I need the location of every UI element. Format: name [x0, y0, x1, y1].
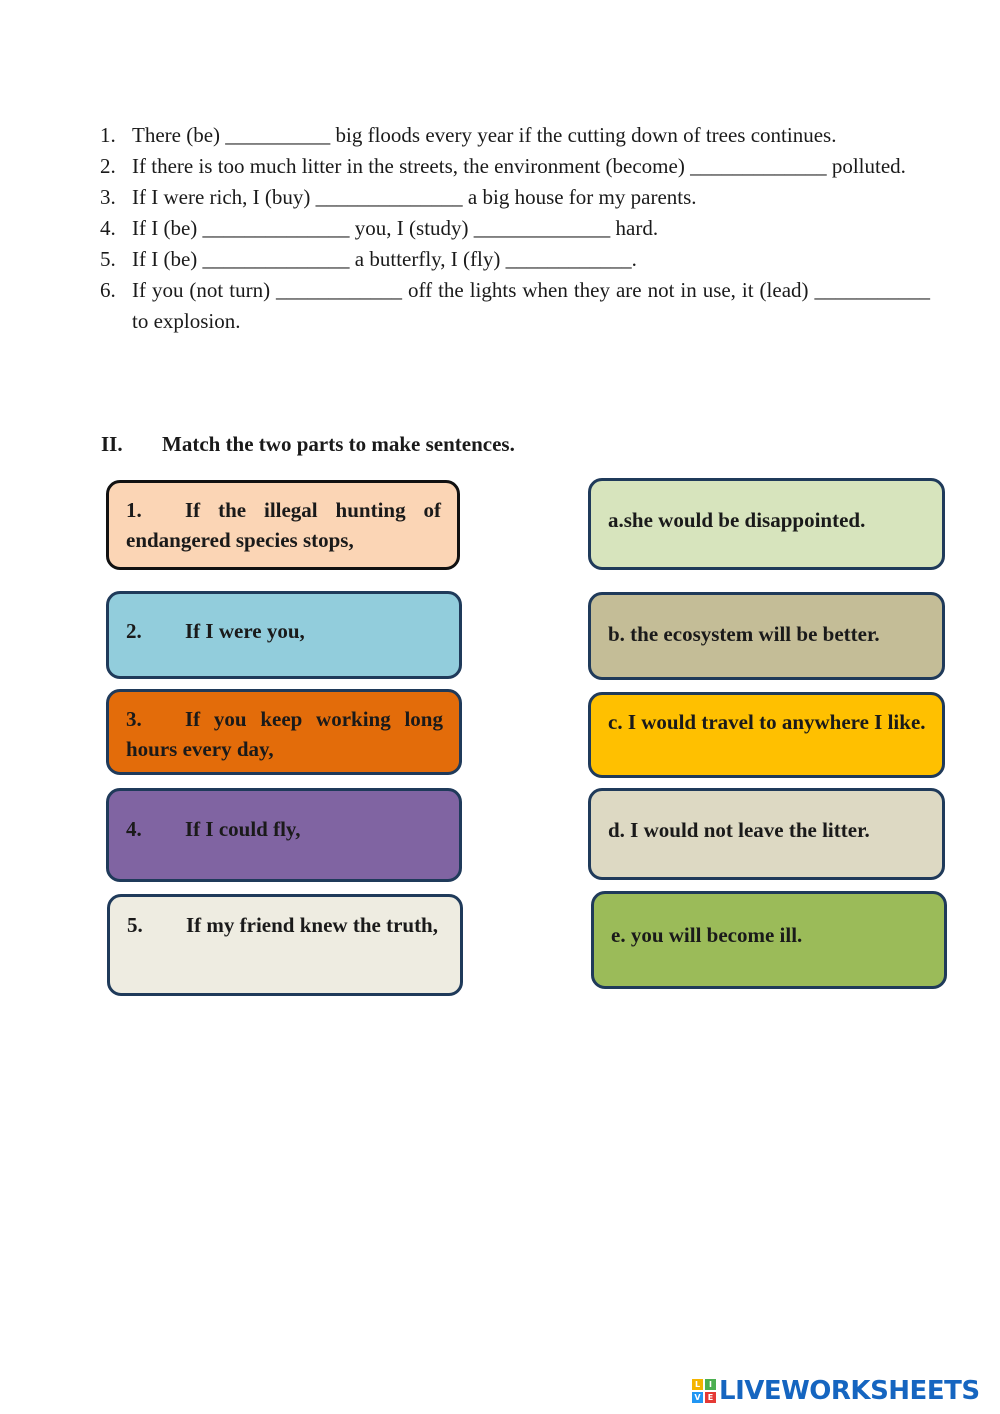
match-right-box-c[interactable] — [588, 692, 945, 778]
exercise-item — [100, 182, 930, 213]
section-numeral: II. — [101, 432, 123, 456]
section-two-heading — [101, 432, 515, 457]
liveworksheets-logo[interactable] — [692, 1376, 980, 1406]
exercise-item-number: 1. — [100, 123, 116, 147]
exercise-item — [100, 213, 930, 244]
exercise-item-text: There (be) __________ big floods every year if the cutting down of trees continues. — [132, 123, 837, 147]
match-right-box-e[interactable] — [591, 891, 947, 989]
match-left-text: If the illegal hunting of endangered species stops, — [126, 498, 441, 552]
match-left-box-5[interactable] — [107, 894, 463, 996]
match-left-box-4[interactable] — [106, 788, 462, 882]
exercise-item — [100, 275, 930, 337]
match-left-box-3[interactable] — [106, 689, 462, 775]
logo-grid-icon: L I V E — [692, 1379, 716, 1403]
exercise-item-number: 4. — [100, 216, 116, 240]
match-left-number: 3. — [126, 707, 142, 731]
match-right-box-d[interactable] — [588, 788, 945, 880]
logo-text: LIVEWORKSHEETS — [719, 1376, 980, 1406]
match-right-text: c. I would travel to anywhere I like. — [608, 710, 926, 734]
exercise-item-number: 6. — [100, 278, 116, 302]
match-right-text: d. I would not leave the litter. — [608, 818, 870, 842]
match-right-text: e. you will become ill. — [611, 923, 803, 947]
exercise-item-text: If I (be) ______________ a butterfly, I (fly) ____________. — [132, 247, 637, 271]
exercise-item-text: If there is too much litter in the streets, the environment (become) _____________ polluted. — [132, 154, 906, 178]
match-left-box-1[interactable] — [106, 480, 460, 570]
exercise-item-number: 3. — [100, 185, 116, 209]
match-right-text: b. the ecosystem will be better. — [608, 622, 880, 646]
exercise-item-number: 5. — [100, 247, 116, 271]
exercise-item — [100, 120, 930, 151]
exercise-item-number: 2. — [100, 154, 116, 178]
exercise-one-list — [100, 120, 930, 337]
section-title: Match the two parts to make sentences. — [162, 432, 515, 456]
match-right-box-b[interactable] — [588, 592, 945, 680]
match-left-number: 5. — [127, 913, 143, 937]
match-left-text: If my friend knew the truth, — [186, 913, 438, 937]
match-left-number: 4. — [126, 817, 142, 841]
match-left-number: 1. — [126, 498, 142, 522]
exercise-item-text: If I were rich, I (buy) ______________ a big house for my parents. — [132, 185, 697, 209]
match-left-box-2[interactable] — [106, 591, 462, 679]
match-right-text: a.she would be disappointed. — [608, 508, 866, 532]
exercise-item-text: If you (not turn) ____________ off the lights when they are not in use, it (lead) ___________ to explosion. — [132, 278, 930, 333]
match-right-box-a[interactable] — [588, 478, 945, 570]
exercise-item-text: If I (be) ______________ you, I (study) _____________ hard. — [132, 216, 659, 240]
match-left-number: 2. — [126, 619, 142, 643]
exercise-item — [100, 151, 930, 182]
match-left-text: If I could fly, — [185, 817, 301, 841]
match-left-text: If you keep working long hours every day, — [126, 707, 443, 761]
exercise-item — [100, 244, 930, 275]
match-left-text: If I were you, — [185, 619, 305, 643]
